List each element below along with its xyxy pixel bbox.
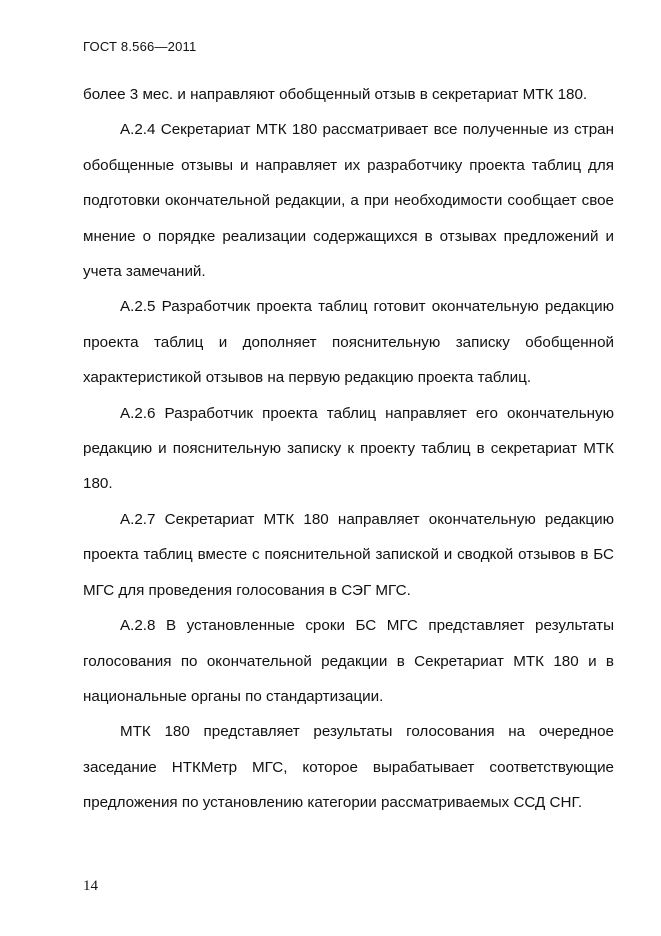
document-body	[83, 77, 614, 821]
standard-header: ГОСТ 8.566—2011	[83, 39, 197, 54]
paragraph-continuation: более 3 мес. и направляют обобщенный отзыв в секретариат МТК 180.	[83, 86, 588, 103]
paragraph-a-2-5: А.2.5 Разработчик проекта таблиц готовит окончательную редакцию проекта таблиц и дополняет пояснительную записку обобщенной характеристикой отзывов на первую редакцию проекта таблиц.	[83, 298, 614, 387]
page-number: 14	[83, 878, 98, 894]
paragraph-a-2-6: А.2.6 Разработчик проекта таблиц направляет его окончательную редакцию и пояснительную записку к проекту таблиц в секретариат МТК 180.	[83, 404, 614, 493]
paragraph-a-2-7: А.2.7 Секретариат МТК 180 направляет окончательную редакцию проекта таблиц вместе с пояснительной запиской и сводкой отзывов в БС МГС для проведения голосования в СЭГ МГС.	[83, 510, 614, 599]
paragraph-a-2-8: А.2.8 В установленные сроки БС МГС представляет результаты голосования по окончательной редакции в Секретариат МТК 180 и в национальные органы по стандартизации.	[83, 617, 614, 705]
paragraph-a-2-4: А.2.4 Секретариат МТК 180 рассматривает все полученные из стран обобщенные отзывы и направляет их разработчику проекта таблиц для подготовки окончательной редакции, а при необходимости сообщает свое мнение о порядке реализации содержащихся в отзывах предложений и учета замечаний.	[83, 121, 614, 281]
paragraph-mtk-180: МТК 180 представляет результаты голосования на очередное заседание НТКМетр МГС, которое вырабатывает соответствующие предложения по установлению категории рассматриваемых ССД СНГ.	[83, 723, 614, 812]
